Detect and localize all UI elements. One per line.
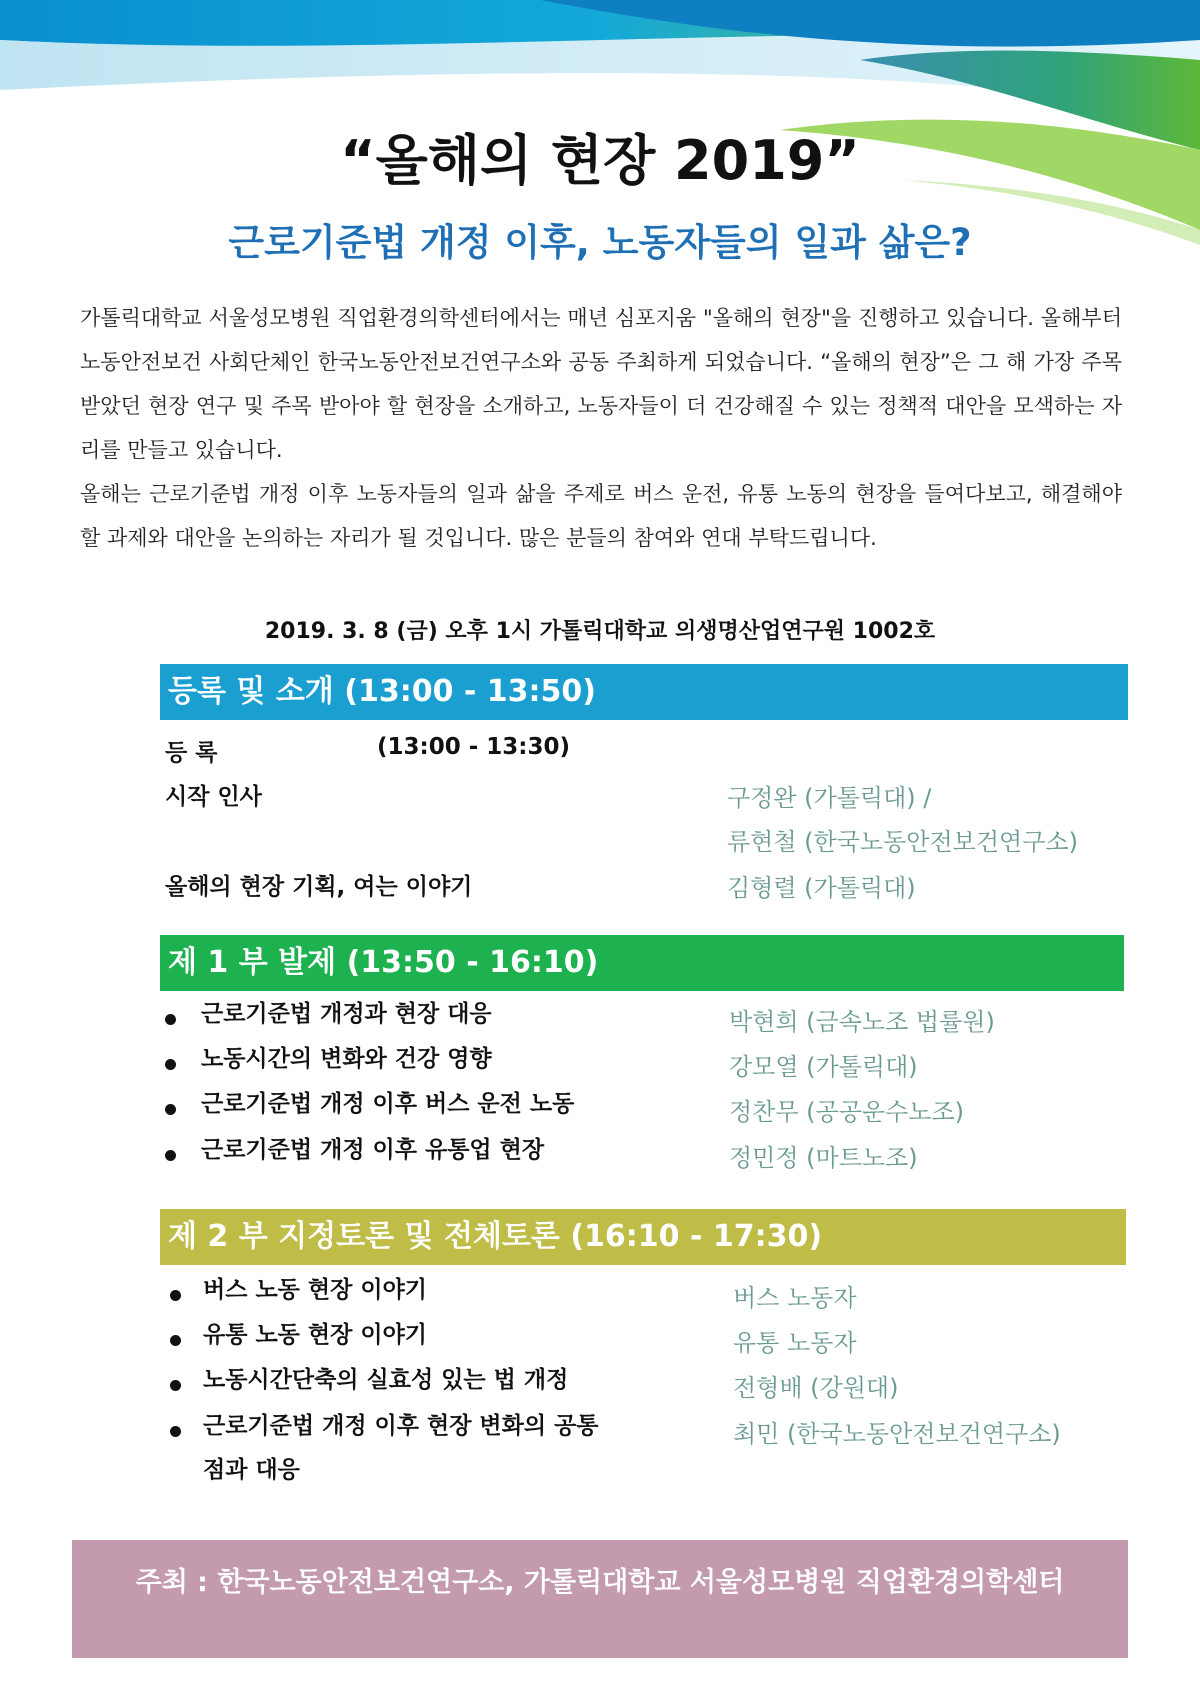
row-speaker: 구정완 (가톨릭대) / — [727, 784, 932, 812]
bullet-icon — [165, 1059, 176, 1070]
item-topic: 노동시간단축의 실효성 있는 법 개정 — [203, 1367, 569, 1393]
item-speaker: 최민 (한국노동안전보건연구소) — [733, 1420, 1061, 1448]
bullet-icon — [170, 1426, 181, 1437]
item-topic: 근로기준법 개정과 현장 대응 — [201, 1001, 492, 1027]
bullet-icon — [165, 1104, 176, 1115]
item-speaker: 정찬무 (공공운수노조) — [729, 1098, 965, 1126]
item-topic: 근로기준법 개정 이후 버스 운전 노동 — [201, 1091, 575, 1117]
intro-paragraph: 가톨릭대학교 서울성모병원 직업환경의학센터에서는 매년 심포지움 "올해의 현장"을 진행하고 있습니다. 올해부터 노동안전보건 사회단체인 한국노동안전보건연구소와 공동 주최하게 되었습니다. “올해의 현장”은 그 해 가장 주목 받았던 현장 연구 및 주목 받아야 할 현장을 소개하고, 노동자들이 더 건강해질 수 있는 정책적 대안을 모색하는 자리를 만들고 있습니다. 올해는 근로기준법 개정 이후 노동자들의 일과 삶을 주제로 버스 운전, 유통 노동의 현장을 들여다보고, 해결해야 할 과제와 대안을 논의하는 자리가 될 것입니다. 많은 분들의 참여와 연대 부탁드립니다. — [80, 306, 1122, 550]
item-topic: 노동시간의 변화와 건강 영향 — [201, 1046, 492, 1072]
bullet-icon — [165, 1014, 176, 1025]
item-speaker: 전형배 (강원대) — [733, 1374, 899, 1402]
item-speaker: 강모열 (가톨릭대) — [729, 1053, 918, 1081]
section-header-part2: 제 2 부 지정토론 및 전체토론 (16:10 - 17:30) — [160, 1209, 1126, 1265]
page-subtitle: 근로기준법 개정 이후, 노동자들의 일과 삶은? — [228, 221, 972, 264]
bullet-icon — [170, 1380, 181, 1391]
row-label: 올해의 현장 기획, 여는 이야기 — [165, 874, 473, 900]
organizer-footer: 주최 : 한국노동안전보건연구소, 가톨릭대학교 서울성모병원 직업환경의학센터 — [72, 1540, 1128, 1658]
bullet-icon — [165, 1150, 176, 1161]
item-topic: 버스 노동 현장 이야기 — [203, 1277, 427, 1303]
item-speaker: 정민정 (마트노조) — [729, 1144, 918, 1172]
row-speaker: 류현철 (한국노동안전보건연구소) — [727, 828, 1078, 856]
item-topic: 유통 노동 현장 이야기 — [203, 1322, 427, 1348]
item-topic: 근로기준법 개정 이후 유통업 현장 — [201, 1137, 545, 1163]
item-speaker: 박현희 (금속노조 법률원) — [729, 1008, 995, 1036]
item-topic: 근로기준법 개정 이후 현장 변화의 공통 점과 대응 — [203, 1413, 599, 1483]
event-date-location: 2019. 3. 8 (금) 오후 1시 가톨릭대학교 의생명산업연구원 1002호 — [264, 619, 936, 644]
section-header-registration: 등록 및 소개 (13:00 - 13:50) — [160, 664, 1128, 720]
row-speaker: 김형렬 (가톨릭대) — [727, 874, 916, 902]
item-speaker: 버스 노동자 — [733, 1284, 857, 1312]
bullet-icon — [170, 1290, 181, 1301]
bullet-icon — [170, 1335, 181, 1346]
row-label: 등 록 — [165, 740, 218, 766]
item-speaker: 유통 노동자 — [733, 1329, 857, 1357]
row-time: (13:00 - 13:30) — [377, 734, 571, 760]
row-label: 시작 인사 — [165, 784, 262, 810]
page-title: “올해의 현장 2019” — [340, 129, 860, 192]
section-header-part1: 제 1 부 발제 (13:50 - 16:10) — [160, 935, 1124, 991]
